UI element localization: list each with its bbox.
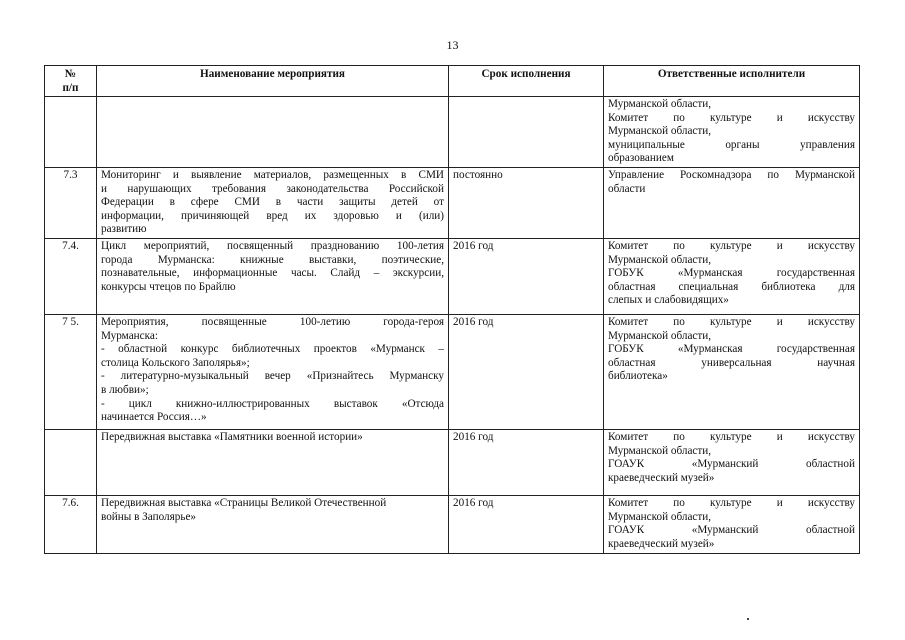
- row-number: 7.4.: [45, 238, 97, 314]
- responsible-line: библиотека»: [608, 370, 668, 383]
- table-row: [45, 167, 860, 238]
- row-number: 7 5.: [45, 314, 97, 429]
- responsible-line: областная универсальная научная: [608, 356, 855, 369]
- event-name-line: Передвижная выставка «Страницы Великой Отечественной: [101, 496, 387, 509]
- header-name: Наименование мероприятия: [97, 66, 449, 97]
- deadline-cell: [449, 97, 604, 168]
- deadline-cell: 2016 год: [449, 429, 604, 495]
- header-num: № п/п: [45, 66, 97, 97]
- responsible-line: Мурманской области,: [608, 510, 712, 523]
- event-name-cell: [97, 429, 449, 495]
- event-name-cell: [97, 97, 449, 168]
- event-name-line: начинается Россия…»: [101, 411, 207, 424]
- event-name-line: Цикл мероприятий, посвященный празднованию 100-летия: [101, 239, 444, 252]
- event-name-line: Передвижная выставка «Памятники военной истории»: [101, 430, 363, 443]
- responsible-line: ГОАУК «Мурманский областной: [608, 458, 855, 471]
- row-number: [45, 429, 97, 495]
- table-row: [45, 97, 860, 168]
- responsible-line: Мурманской области,: [608, 444, 712, 457]
- events-table: [44, 65, 860, 554]
- event-name-line: в любви»;: [101, 383, 149, 396]
- event-name-cell: [97, 314, 449, 429]
- responsible-line: Мурманской области,: [608, 98, 712, 110]
- responsible-line: ГОБУК «Мурманская государственная: [608, 343, 855, 356]
- responsible-cell: [604, 167, 860, 238]
- event-name-line: развитию: [101, 223, 147, 236]
- event-name-line: информации, причиняющей вред их здоровью и (или): [101, 209, 444, 222]
- event-name-line: Мурманска:: [101, 329, 158, 342]
- deadline-cell: 2016 год: [449, 495, 604, 553]
- responsible-line: образованием: [608, 152, 674, 165]
- header-term: Срок исполнения: [449, 66, 604, 97]
- scan-speck: [747, 618, 749, 620]
- responsible-line: Мурманской области,: [608, 125, 712, 138]
- table-header-row: [45, 66, 860, 97]
- event-name-line: и нарушающих требования законодательства Российской: [101, 182, 444, 195]
- table-body: [45, 97, 860, 554]
- table-row: [45, 314, 860, 429]
- event-name-line: Мероприятия, посвященные 100-летию города-героя: [101, 315, 444, 328]
- event-name-line: города Мурманска: книжные выставки, поэтические,: [101, 253, 444, 266]
- responsible-line: Комитет по культуре и искусству: [608, 239, 855, 252]
- responsible-line: Мурманской области,: [608, 329, 712, 342]
- table-row: [45, 495, 860, 553]
- event-name-line: конкурсы чтецов по Брайлю: [101, 280, 236, 293]
- deadline-cell: постоянно: [449, 167, 604, 238]
- event-name-cell: [97, 238, 449, 314]
- responsible-cell: [604, 495, 860, 553]
- event-name-line: познавательные, информационные часы. Слайд – экскурсии,: [101, 267, 444, 280]
- responsible-line: Управление Роскомнадзора по Мурманской: [608, 168, 855, 181]
- responsible-line: ГОАУК «Мурманский областной: [608, 524, 855, 537]
- event-name-cell: [97, 167, 449, 238]
- page-number: 13: [446, 38, 459, 52]
- responsible-cell: [604, 238, 860, 314]
- event-name-line: Федерации в сфере СМИ в части защиты детей от: [101, 196, 444, 209]
- event-name-line: столица Кольского Заполярья»;: [101, 356, 250, 369]
- responsible-cell: [604, 97, 860, 168]
- event-name-line: - областной конкурс библиотечных проектов «Мурманск –: [101, 343, 444, 356]
- responsible-line: Комитет по культуре и искусству: [608, 315, 855, 328]
- table-row: [45, 429, 860, 495]
- deadline-cell: 2016 год: [449, 238, 604, 314]
- responsible-line: Комитет по культуре и искусству: [608, 496, 855, 509]
- responsible-cell: [604, 429, 860, 495]
- event-name-line: Мониторинг и выявление материалов, размещенных в СМИ: [101, 168, 444, 181]
- responsible-line: Комитет по культуре и искусству: [608, 430, 855, 443]
- responsible-line: краеведческий музей»: [608, 471, 715, 484]
- event-name-line: войны в Заполярье»: [101, 510, 197, 523]
- responsible-line: Комитет по культуре и искусству: [608, 111, 855, 124]
- responsible-line: области: [608, 182, 646, 195]
- responsible-line: муниципальные органы управления: [608, 138, 855, 151]
- responsible-cell: [604, 314, 860, 429]
- event-name-cell: [97, 495, 449, 553]
- row-number: 7.6.: [45, 495, 97, 553]
- row-number: 7.3: [45, 167, 97, 238]
- responsible-line: Мурманской области,: [608, 253, 712, 266]
- event-name-line: - литературно-музыкальный вечер «Признайтесь Мурманску: [101, 370, 444, 383]
- event-name-line: - цикл книжно-иллюстрированных выставок «Отсюда: [101, 397, 444, 410]
- responsible-line: ГОБУК «Мурманская государственная: [608, 267, 855, 280]
- row-number: [45, 97, 97, 168]
- header-responsible: Ответственные исполнители: [604, 66, 860, 97]
- responsible-line: краеведческий музей»: [608, 537, 715, 550]
- table-row: [45, 238, 860, 314]
- deadline-cell: 2016 год: [449, 314, 604, 429]
- responsible-line: слепых и слабовидящих»: [608, 294, 729, 307]
- responsible-line: областная специальная библиотека для: [608, 280, 855, 293]
